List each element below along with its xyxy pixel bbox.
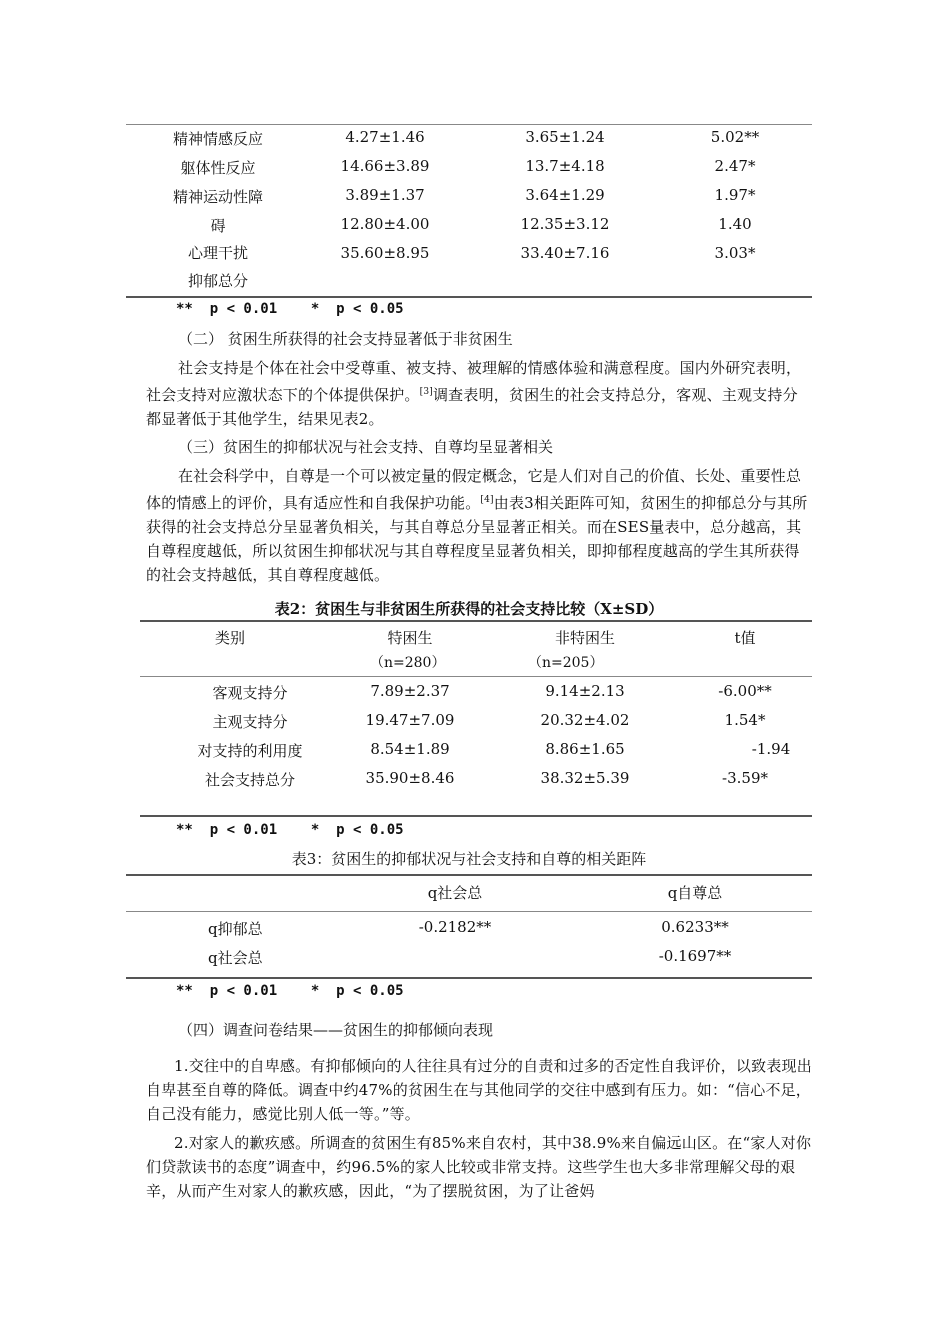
section-4-heading: （四）调查问卷结果——贫困生的抑郁倾向表现 bbox=[178, 1021, 494, 1039]
table3-header-social: q社会总 bbox=[427, 884, 483, 902]
table2-cell-b: 9.14±2.13 bbox=[545, 682, 625, 700]
table2-bottom-rule bbox=[140, 815, 812, 817]
table2-cell-b: 38.32±5.39 bbox=[540, 769, 630, 787]
table2-row-label: 对支持的利用度 bbox=[197, 742, 303, 760]
table2-cell-b: 20.32±4.02 bbox=[540, 711, 630, 729]
citation-4: [4] bbox=[480, 495, 494, 505]
table2-cell-b: 8.86±1.65 bbox=[545, 740, 625, 758]
table2-header-t: t值 bbox=[734, 629, 756, 647]
table2-header-rule bbox=[140, 676, 812, 677]
table2-row-label: 客观支持分 bbox=[212, 684, 288, 702]
section-4-item-2: 2.对家人的歉疚感。所调查的贫困生有85%来自农村，其中38.9%来自偏远山区。在“家人对你们贷款读书的态度”调查中，约96.5%的家人比较或非常支持。这些学生也大多非常理解父母的艰辛，从而产生对家人的歉疚感，因此，“为了摆脱贫困，为了让爸妈 bbox=[146, 1134, 812, 1200]
table1-row-label: 抑郁总分 bbox=[187, 272, 248, 290]
table2-header-category: 类别 bbox=[214, 629, 245, 647]
table1-cell-t: 1.97* bbox=[714, 186, 756, 204]
table1-top-rule bbox=[126, 124, 812, 125]
table1-cell-a: 4.27±1.46 bbox=[345, 128, 425, 146]
section-2-text-cont: 调查表明，贫困生的社会支持总分，客观、主观支持分都显著低于其他学生，结果见表2。 bbox=[146, 386, 798, 428]
section-2-text: 社会支持是个体在社会中受尊重、被支持、被理解的情感体验和满意程度。国内外研究表明，社会支持对应激状态下的个体提供保护。 bbox=[146, 359, 802, 404]
table2-cell-t: -3.59* bbox=[722, 769, 768, 787]
table2-cell-a: 19.47±7.09 bbox=[365, 711, 455, 729]
table3-title: 表3：贫困生的抑郁状况与社会支持和自尊的相关距阵 bbox=[291, 850, 647, 868]
table1-cell-t: 5.02** bbox=[710, 128, 760, 146]
section-3-paragraph bbox=[146, 464, 812, 587]
section-4-item-1: 1.交往中的自卑感。有抑郁倾向的人往往具有过分的自责和过多的否定性自我评价，以致表现出自卑甚至自尊的降低。调查中约47%的贫困生在与其他同学的交往中感到有压力。如：“信心不足，自己没有能力，感觉比别人低一等。”等。 bbox=[146, 1057, 812, 1123]
table3-top-rule bbox=[126, 874, 812, 876]
table1-row-label: 躯体性反应 bbox=[180, 159, 256, 177]
section-2-heading: （二） 贫困生所获得的社会支持显著低于非贫困生 bbox=[178, 330, 513, 348]
table3-cell-a: -0.2182** bbox=[418, 918, 492, 936]
table2-cell-t: -1.94 bbox=[751, 740, 791, 758]
table3-header-selfesteem: q自尊总 bbox=[667, 884, 723, 902]
table1-cell-b: 3.65±1.24 bbox=[525, 128, 605, 146]
table1-row-label: 精神情感反应 bbox=[172, 130, 263, 148]
section-2-paragraph bbox=[146, 356, 812, 431]
table1-significance-note: ** p < 0.01 * p < 0.05 bbox=[176, 301, 404, 317]
table1-cell-b: 13.7±4.18 bbox=[525, 157, 605, 175]
table1-cell-b: 12.35±3.12 bbox=[520, 215, 610, 233]
table2-subheader-nonpoor: （n=205） bbox=[528, 655, 604, 671]
table2-cell-a: 8.54±1.89 bbox=[370, 740, 450, 758]
table3-cell-b: -0.1697** bbox=[658, 947, 732, 965]
table2-top-rule bbox=[140, 620, 812, 622]
citation-3: [3] bbox=[419, 387, 433, 397]
table2-cell-a: 35.90±8.46 bbox=[365, 769, 455, 787]
table1-cell-t: 2.47* bbox=[714, 157, 756, 175]
table3-row-label: q抑郁总 bbox=[208, 920, 263, 938]
table1-row-label: 精神运动性障 bbox=[172, 188, 263, 206]
table1-cell-a: 3.89±1.37 bbox=[345, 186, 425, 204]
table2-header-nonpoor: 非特困生 bbox=[554, 629, 615, 647]
table2-row-label: 主观支持分 bbox=[212, 713, 288, 731]
table2-header-poor: 特困生 bbox=[387, 629, 433, 647]
table2-row-label: 社会支持总分 bbox=[204, 771, 295, 789]
section-3-text-cont: 由表3相关距阵可知，贫困生的抑郁总分与其所获得的社会支持总分呈显著负相关，与其自尊总分呈显著正相关。而在SES量表中，总分越高，其自尊程度越低，所以贫困生抑郁状况与其自尊程度呈显著负相关，即抑郁程度越高的学生其所获得的社会支持越低，其自尊程度越低。 bbox=[146, 494, 808, 584]
table3-row-label: q社会总 bbox=[208, 949, 263, 967]
table1-cell-t: 3.03* bbox=[714, 244, 756, 262]
table1-cell-t: 1.40 bbox=[718, 215, 752, 233]
table2-cell-a: 7.89±2.37 bbox=[370, 682, 450, 700]
table1-cell-a: 35.60±8.95 bbox=[340, 244, 430, 262]
table1-cell-b: 33.40±7.16 bbox=[520, 244, 610, 262]
table1-bottom-rule bbox=[126, 296, 812, 298]
table2-title: 表2：贫困生与非贫困生所获得的社会支持比较（X±SD） bbox=[274, 600, 664, 618]
table3-cell-b: 0.6233** bbox=[661, 918, 729, 936]
section-3-text: 在社会科学中，自尊是一个可以被定量的假定概念，它是人们对自己的价值、长处、重要性总体的情感上的评价，具有适应性和自我保护功能。 bbox=[146, 467, 802, 512]
table2-significance-note: ** p < 0.01 * p < 0.05 bbox=[176, 822, 404, 838]
section-3-heading: （三）贫困生的抑郁状况与社会支持、自尊均呈显著相关 bbox=[178, 438, 554, 456]
table2-cell-t: -6.00** bbox=[718, 682, 772, 700]
table2-subheader-poor: （n=280） bbox=[370, 655, 446, 671]
table3-header-rule bbox=[126, 911, 812, 912]
table1-row-label: 心理干扰 bbox=[187, 244, 248, 262]
table1-cell-a: 12.80±4.00 bbox=[340, 215, 430, 233]
table3-significance-note: ** p < 0.01 * p < 0.05 bbox=[176, 983, 404, 999]
table1-cell-b: 3.64±1.29 bbox=[525, 186, 605, 204]
table3-bottom-rule bbox=[126, 977, 812, 979]
table1-row-label: 碍 bbox=[210, 217, 226, 235]
table1-cell-a: 14.66±3.89 bbox=[340, 157, 430, 175]
table2-cell-t: 1.54* bbox=[724, 711, 766, 729]
